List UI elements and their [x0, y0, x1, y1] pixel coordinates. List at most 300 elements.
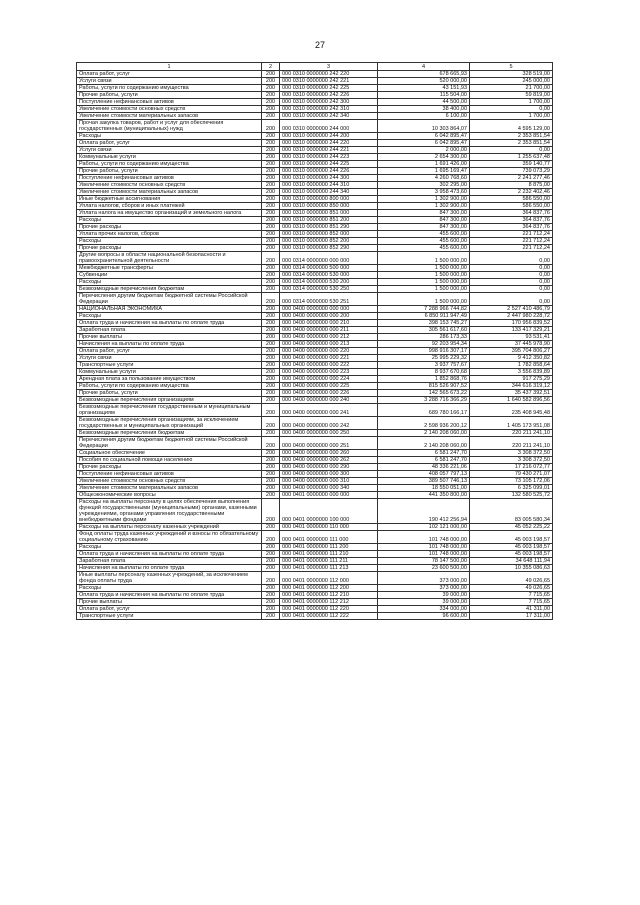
row-name: Увеличение стоимости основных средств [77, 478, 262, 485]
row-line-code: 200 [262, 369, 280, 376]
row-approved-amount: 373 000,00 [378, 585, 470, 592]
row-approved-amount: 847 300,00 [378, 224, 470, 231]
row-executed-amount: 17 216 072,77 [470, 464, 553, 471]
row-executed-amount: 41 311,00 [470, 606, 553, 613]
row-line-code: 200 [262, 175, 280, 182]
row-executed-amount: 586 550,00 [470, 203, 553, 210]
row-budget-code: 000 0314 0000000 530 200 [280, 279, 378, 286]
row-executed-amount: 21 700,00 [470, 85, 553, 92]
table-row [77, 524, 553, 531]
row-executed-amount: 0,00 [470, 252, 553, 265]
row-line-code: 200 [262, 147, 280, 154]
row-approved-amount: 44 500,00 [378, 99, 470, 106]
row-name: Расходы [77, 133, 262, 140]
row-approved-amount: 398 153 745,27 [378, 320, 470, 327]
table-row [77, 313, 553, 320]
row-budget-code: 000 0400 0000000 000 290 [280, 464, 378, 471]
table-row [77, 217, 553, 224]
row-executed-amount: 220 211 241,10 [470, 430, 553, 437]
row-name: Транспортные услуги [77, 362, 262, 369]
row-approved-amount: 1 500 000,00 [378, 265, 470, 272]
row-approved-amount: 455 600,00 [378, 245, 470, 252]
row-budget-code: 000 0310 0000000 244 340 [280, 189, 378, 196]
row-name: Прочие работы, услуги [77, 92, 262, 99]
row-line-code: 200 [262, 572, 280, 585]
row-approved-amount: 1 500 000,00 [378, 272, 470, 279]
row-approved-amount: 6 850 911 947,49 [378, 313, 470, 320]
table-row [77, 175, 553, 182]
row-executed-amount: 0,00 [470, 106, 553, 113]
row-name: Прочие выплаты [77, 334, 262, 341]
row-executed-amount: 0,00 [470, 293, 553, 306]
row-budget-code: 000 0314 0000000 530 250 [280, 286, 378, 293]
row-line-code: 200 [262, 196, 280, 203]
row-budget-code: 000 0400 0000000 000 200 [280, 313, 378, 320]
row-budget-code: 000 0400 0000000 000 210 [280, 320, 378, 327]
row-name: НАЦИОНАЛЬНАЯ ЭКОНОМИКА [77, 306, 262, 313]
row-approved-amount: 7 288 966 744,82 [378, 306, 470, 313]
row-line-code: 200 [262, 168, 280, 175]
header-cell: 1 [77, 63, 262, 71]
row-name: Заработная плата [77, 327, 262, 334]
table-row [77, 99, 553, 106]
row-name: Увеличение стоимости материальных запасов [77, 113, 262, 120]
table-row [77, 154, 553, 161]
row-budget-code: 000 0400 0000000 000 224 [280, 376, 378, 383]
table-row [77, 306, 553, 313]
row-budget-code: 000 0400 0000000 000 262 [280, 457, 378, 464]
row-line-code: 200 [262, 544, 280, 551]
row-name: Безвозмездные перечисления бюджетам [77, 430, 262, 437]
row-line-code: 200 [262, 417, 280, 430]
table-row [77, 85, 553, 92]
row-name: Транспортные услуги [77, 613, 262, 620]
row-approved-amount: 305 561 617,60 [378, 327, 470, 334]
row-name: Услуги связи [77, 355, 262, 362]
table-row [77, 106, 553, 113]
row-approved-amount: 190 412 256,94 [378, 499, 470, 524]
row-approved-amount: 286 173,33 [378, 334, 470, 341]
table-row [77, 599, 553, 606]
row-executed-amount: 2 527 410 486,79 [470, 306, 553, 313]
row-approved-amount: 2 654 300,00 [378, 154, 470, 161]
table-row [77, 147, 553, 154]
row-name: Расходы [77, 217, 262, 224]
row-approved-amount: 998 916 307,17 [378, 348, 470, 355]
row-name: Увеличение стоимости материальных запасов [77, 485, 262, 492]
row-budget-code: 000 0310 0000000 244 200 [280, 133, 378, 140]
row-budget-code: 000 0401 0000000 112 200 [280, 585, 378, 592]
row-executed-amount: 1 405 173 951,08 [470, 417, 553, 430]
row-name: Расходы [77, 238, 262, 245]
row-approved-amount: 1 500 000,00 [378, 279, 470, 286]
row-name: Уплата прочих налогов, сборов [77, 231, 262, 238]
row-name: Общеэкономические вопросы [77, 492, 262, 499]
row-line-code: 200 [262, 355, 280, 362]
table-row [77, 272, 553, 279]
row-executed-amount: 0,00 [470, 286, 553, 293]
row-approved-amount: 3 288 716 366,29 [378, 397, 470, 404]
table-row [77, 478, 553, 485]
row-approved-amount: 4 260 768,60 [378, 175, 470, 182]
row-budget-code: 000 0310 0000000 244 300 [280, 175, 378, 182]
row-line-code: 200 [262, 606, 280, 613]
table-row [77, 430, 553, 437]
row-name: Расходы [77, 313, 262, 320]
row-budget-code: 000 0310 0000000 242 221 [280, 78, 378, 85]
row-executed-amount: 1 640 582 896,56 [470, 397, 553, 404]
table-row [77, 544, 553, 551]
row-name: Поступление нефинансовых активов [77, 471, 262, 478]
row-budget-code: 000 0310 0000000 244 226 [280, 168, 378, 175]
table-row [77, 362, 553, 369]
row-executed-amount: 221 712,24 [470, 245, 553, 252]
row-line-code: 200 [262, 585, 280, 592]
row-name: Увеличение стоимости материальных запасов [77, 189, 262, 196]
row-executed-amount: 220 211 241,10 [470, 437, 553, 450]
header-cell: 2 [262, 63, 280, 71]
row-approved-amount: 25 995 229,32 [378, 355, 470, 362]
row-line-code: 200 [262, 478, 280, 485]
row-line-code: 200 [262, 320, 280, 327]
row-executed-amount: 364 837,76 [470, 210, 553, 217]
row-approved-amount: 3 958 473,60 [378, 189, 470, 196]
row-approved-amount: 39 000,00 [378, 592, 470, 599]
table-row [77, 485, 553, 492]
row-executed-amount: 34 648 111,94 [470, 558, 553, 565]
row-approved-amount: 520 000,00 [378, 78, 470, 85]
table-row [77, 334, 553, 341]
row-line-code: 200 [262, 362, 280, 369]
table-row [77, 464, 553, 471]
row-line-code: 200 [262, 92, 280, 99]
table-row [77, 71, 553, 78]
row-line-code: 200 [262, 245, 280, 252]
table-row [77, 120, 553, 133]
table-row [77, 245, 553, 252]
row-budget-code: 000 0401 0000000 112 212 [280, 599, 378, 606]
row-line-code: 200 [262, 531, 280, 544]
header-row [77, 63, 553, 71]
row-budget-code: 000 0401 0000000 111 211 [280, 558, 378, 565]
row-budget-code: 000 0400 0000000 000 240 [280, 397, 378, 404]
row-line-code: 200 [262, 341, 280, 348]
row-budget-code: 000 0310 0000000 850 000 [280, 203, 378, 210]
row-budget-code: 000 0310 0000000 851 290 [280, 224, 378, 231]
row-executed-amount: 2 447 980 228,72 [470, 313, 553, 320]
row-line-code: 200 [262, 133, 280, 140]
row-approved-amount: 101 748 000,00 [378, 551, 470, 558]
table-row [77, 238, 553, 245]
row-line-code: 200 [262, 404, 280, 417]
row-name: Начисления на выплаты по оплате труда [77, 565, 262, 572]
table-row [77, 293, 553, 306]
row-name: Начисления на выплаты по оплате труда [77, 341, 262, 348]
row-budget-code: 000 0310 0000000 852 200 [280, 238, 378, 245]
row-executed-amount: 221 712,24 [470, 231, 553, 238]
row-line-code: 200 [262, 485, 280, 492]
row-executed-amount: 49 026,65 [470, 585, 553, 592]
row-approved-amount: 1 691 426,00 [378, 161, 470, 168]
row-executed-amount: 3 556 839,89 [470, 369, 553, 376]
row-approved-amount: 92 203 954,34 [378, 341, 470, 348]
row-name: Увеличение стоимости основных средств [77, 106, 262, 113]
table-row [77, 450, 553, 457]
table-row [77, 252, 553, 265]
row-line-code: 200 [262, 383, 280, 390]
row-line-code: 200 [262, 376, 280, 383]
row-line-code: 200 [262, 203, 280, 210]
row-executed-amount: 1 782 858,64 [470, 362, 553, 369]
row-executed-amount: 7 715,65 [470, 592, 553, 599]
table-row [77, 92, 553, 99]
row-name: Увеличение стоимости основных средств [77, 182, 262, 189]
row-line-code: 200 [262, 457, 280, 464]
row-budget-code: 000 0400 0000000 000 220 [280, 348, 378, 355]
row-executed-amount: 17 311,00 [470, 613, 553, 620]
row-name: Безвозмездные перечисления бюджетам [77, 286, 262, 293]
row-approved-amount: 1 302 900,00 [378, 196, 470, 203]
row-budget-code: 000 0401 0000000 110 000 [280, 524, 378, 531]
row-line-code: 200 [262, 471, 280, 478]
row-name: Работы, услуги по содержанию имущества [77, 85, 262, 92]
row-budget-code: 000 0310 0000000 244 310 [280, 182, 378, 189]
row-line-code: 200 [262, 217, 280, 224]
row-line-code: 200 [262, 272, 280, 279]
header-cell: 3 [280, 63, 378, 71]
row-executed-amount: 133 417 329,21 [470, 327, 553, 334]
row-line-code: 200 [262, 524, 280, 531]
row-budget-code: 000 0401 0000000 112 220 [280, 606, 378, 613]
row-executed-amount: 1 700,00 [470, 113, 553, 120]
row-approved-amount: 847 300,00 [378, 210, 470, 217]
row-name: Оплата работ, услуг [77, 71, 262, 78]
row-line-code: 200 [262, 231, 280, 238]
row-executed-amount: 359 140,77 [470, 161, 553, 168]
row-name: Прочие работы, услуги [77, 390, 262, 397]
row-name: Перечисления другим бюджетам бюджетной системы Российской Федерации [77, 293, 262, 306]
table-row [77, 182, 553, 189]
row-line-code: 200 [262, 558, 280, 565]
row-name: Оплата работ, услуг [77, 140, 262, 147]
row-executed-amount: 45 003 198,57 [470, 544, 553, 551]
row-executed-amount: 2 241 277,46 [470, 175, 553, 182]
row-line-code: 200 [262, 161, 280, 168]
row-executed-amount: 6 325 099,01 [470, 485, 553, 492]
row-approved-amount: 334 000,00 [378, 606, 470, 613]
row-budget-code: 000 0310 0000000 244 220 [280, 140, 378, 147]
row-line-code: 200 [262, 210, 280, 217]
row-executed-amount: 83 005 580,34 [470, 499, 553, 524]
row-approved-amount: 373 000,00 [378, 572, 470, 585]
row-budget-code: 000 0310 0000000 851 000 [280, 210, 378, 217]
row-name: Расходы на выплаты персоналу в целях обеспечения выполнения функций государственными (муниципальными) органами, казенными учреждениями, органами управления государственными внебюджетными фондами [77, 499, 262, 524]
row-approved-amount: 6 100,00 [378, 113, 470, 120]
table-row [77, 613, 553, 620]
row-budget-code: 000 0310 0000000 242 220 [280, 71, 378, 78]
row-line-code: 200 [262, 450, 280, 457]
row-line-code: 200 [262, 397, 280, 404]
row-executed-amount: 344 616 319,12 [470, 383, 553, 390]
row-executed-amount: 1 700,00 [470, 99, 553, 106]
row-name: Уплата налогов, сборов и иных платежей [77, 203, 262, 210]
row-budget-code: 000 0310 0000000 242 310 [280, 106, 378, 113]
row-executed-amount: 2 232 402,46 [470, 189, 553, 196]
row-approved-amount: 101 748 000,00 [378, 544, 470, 551]
row-line-code: 200 [262, 499, 280, 524]
row-budget-code: 000 0401 0000000 111 000 [280, 531, 378, 544]
row-budget-code: 000 0310 0000000 800 000 [280, 196, 378, 203]
row-name: Прочая закупка товаров, работ и услуг для обеспечения государственных (муниципальных) нужд [77, 120, 262, 133]
row-budget-code: 000 0310 0000000 852 000 [280, 231, 378, 238]
row-line-code: 200 [262, 592, 280, 599]
row-executed-amount: 132 580 525,72 [470, 492, 553, 499]
row-approved-amount: 43 151,93 [378, 85, 470, 92]
row-budget-code: 000 0401 0000000 112 210 [280, 592, 378, 599]
row-executed-amount: 1 255 637,48 [470, 154, 553, 161]
row-name: Иные выплаты персоналу казенных учреждений, за исключением фонда оплаты труда [77, 572, 262, 585]
row-budget-code: 000 0401 0000000 112 000 [280, 572, 378, 585]
row-approved-amount: 815 526 907,52 [378, 383, 470, 390]
row-executed-amount: 2 353 851,54 [470, 133, 553, 140]
row-name: Прочие работы, услуги [77, 168, 262, 175]
header-cell: 5 [470, 63, 553, 71]
row-approved-amount: 6 581 247,70 [378, 457, 470, 464]
row-executed-amount: 2 353 851,54 [470, 140, 553, 147]
row-line-code: 200 [262, 437, 280, 450]
row-line-code: 200 [262, 85, 280, 92]
row-line-code: 200 [262, 286, 280, 293]
row-line-code: 200 [262, 565, 280, 572]
row-executed-amount: 45 052 225,22 [470, 524, 553, 531]
table-row [77, 168, 553, 175]
row-budget-code: 000 0310 0000000 242 340 [280, 113, 378, 120]
row-name: Заработная плата [77, 558, 262, 565]
row-approved-amount: 455 600,00 [378, 238, 470, 245]
row-name: Безвозмездные перечисления государственным и муниципальным организациям [77, 404, 262, 417]
row-budget-code: 000 0400 0000000 000 212 [280, 334, 378, 341]
table-row [77, 189, 553, 196]
row-approved-amount: 2 598 936 200,12 [378, 417, 470, 430]
table-row [77, 457, 553, 464]
row-approved-amount: 1 500 000,00 [378, 252, 470, 265]
row-budget-code: 000 0400 0000000 000 310 [280, 478, 378, 485]
row-name: Безвозмездные перечисления организациям [77, 397, 262, 404]
row-executed-amount: 37 445 978,90 [470, 341, 553, 348]
row-name: Перечисления другим бюджетам бюджетной системы Российской Федерации [77, 437, 262, 450]
table-row [77, 133, 553, 140]
row-budget-code: 000 0314 0000000 000 000 [280, 252, 378, 265]
row-name: Расходы [77, 544, 262, 551]
row-budget-code: 000 0314 0000000 530 251 [280, 293, 378, 306]
row-budget-code: 000 0400 0000000 000 250 [280, 430, 378, 437]
row-line-code: 200 [262, 279, 280, 286]
row-line-code: 200 [262, 252, 280, 265]
row-budget-code: 000 0310 0000000 242 300 [280, 99, 378, 106]
table-row [77, 499, 553, 524]
row-budget-code: 000 0314 0000000 500 000 [280, 265, 378, 272]
row-budget-code: 000 0400 0000000 000 211 [280, 327, 378, 334]
row-executed-amount: 0,00 [470, 147, 553, 154]
row-budget-code: 000 0400 0000000 000 223 [280, 369, 378, 376]
row-budget-code: 000 0400 0000000 000 260 [280, 450, 378, 457]
row-name: Коммунальные услуги [77, 369, 262, 376]
row-line-code: 200 [262, 224, 280, 231]
row-budget-code: 000 0314 0000000 530 000 [280, 272, 378, 279]
row-executed-amount: 59 819,00 [470, 92, 553, 99]
row-line-code: 200 [262, 599, 280, 606]
table-row [77, 390, 553, 397]
row-budget-code: 000 0310 0000000 244 223 [280, 154, 378, 161]
row-budget-code: 000 0310 0000000 242 225 [280, 85, 378, 92]
table-row [77, 196, 553, 203]
row-line-code: 200 [262, 464, 280, 471]
table-row [77, 369, 553, 376]
row-line-code: 200 [262, 120, 280, 133]
row-name: Прочие расходы [77, 245, 262, 252]
row-budget-code: 000 0401 0000000 112 222 [280, 613, 378, 620]
row-executed-amount: 49 026,65 [470, 572, 553, 585]
table-row [77, 572, 553, 585]
row-name: Иные бюджетные ассигнования [77, 196, 262, 203]
row-name: Уплата налога на имущество организаций и земельного налога [77, 210, 262, 217]
row-executed-amount: 364 837,76 [470, 217, 553, 224]
row-line-code: 200 [262, 334, 280, 341]
row-name: Работы, услуги по содержанию имущества [77, 383, 262, 390]
table-row [77, 320, 553, 327]
row-line-code: 200 [262, 71, 280, 78]
row-approved-amount: 96 600,00 [378, 613, 470, 620]
row-name: Оплата труда и начисления на выплаты по оплате труда [77, 592, 262, 599]
table-row [77, 417, 553, 430]
row-line-code: 200 [262, 182, 280, 189]
table-row [77, 531, 553, 544]
table-row [77, 224, 553, 231]
row-executed-amount: 221 712,24 [470, 238, 553, 245]
table-row [77, 355, 553, 362]
row-budget-code: 000 0400 0000000 000 300 [280, 471, 378, 478]
row-approved-amount: 847 300,00 [378, 217, 470, 224]
row-executed-amount: 586 550,00 [470, 196, 553, 203]
row-approved-amount: 441 350 800,00 [378, 492, 470, 499]
row-executed-amount: 4 595 129,00 [470, 120, 553, 133]
budget-table [76, 62, 553, 620]
row-budget-code: 000 0400 0000000 000 225 [280, 383, 378, 390]
row-approved-amount: 2 140 208 060,00 [378, 437, 470, 450]
row-name: Расходы [77, 279, 262, 286]
row-line-code: 200 [262, 306, 280, 313]
row-approved-amount: 1 695 169,47 [378, 168, 470, 175]
row-executed-amount: 364 837,76 [470, 224, 553, 231]
row-approved-amount: 455 600,00 [378, 231, 470, 238]
table-row [77, 348, 553, 355]
row-name: Оплата работ, услуг [77, 606, 262, 613]
row-line-code: 200 [262, 313, 280, 320]
table-row [77, 376, 553, 383]
row-budget-code: 000 0310 0000000 244 221 [280, 147, 378, 154]
row-executed-amount: 917 275,29 [470, 376, 553, 383]
row-name: Оплата труда и начисления на выплаты по оплате труда [77, 320, 262, 327]
row-approved-amount: 115 504,00 [378, 92, 470, 99]
table-row [77, 471, 553, 478]
row-name: Безвозмездные перечисления организациям, за исключением государственных и муниципальных организаций [77, 417, 262, 430]
row-approved-amount: 408 057 797,13 [378, 471, 470, 478]
row-budget-code: 000 0400 0000000 000 213 [280, 341, 378, 348]
row-approved-amount: 2 140 208 060,00 [378, 430, 470, 437]
row-budget-code: 000 0310 0000000 244 000 [280, 120, 378, 133]
table-row [77, 161, 553, 168]
table-row [77, 231, 553, 238]
